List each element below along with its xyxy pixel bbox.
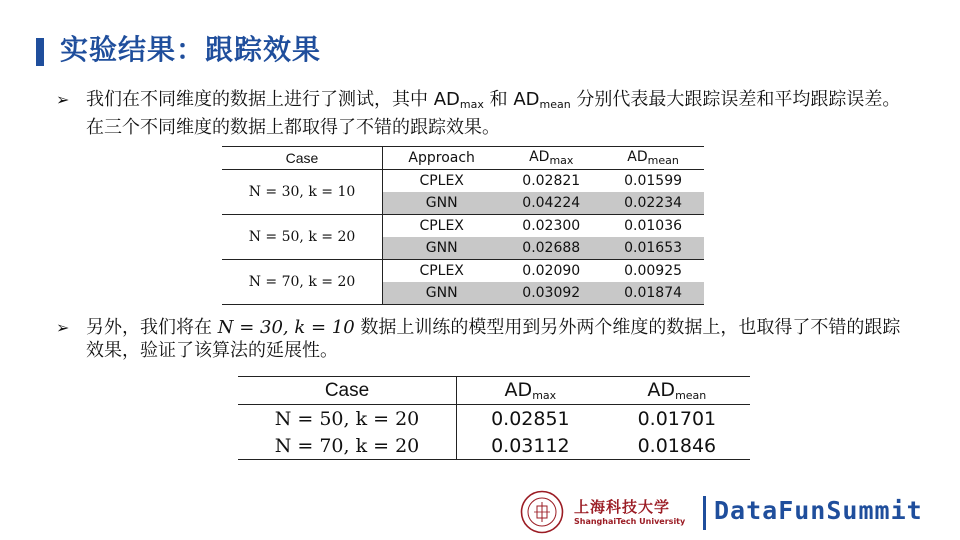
ad-mean-cell: 0.01653 [602,237,704,260]
ad-max-cell: 0.02821 [522,173,581,189]
header-case: Case [222,147,383,170]
case-cell: N = 70, k = 20 [222,260,383,305]
approach-cell: CPLEX [419,263,464,279]
ad-mean-cell: 0.01874 [602,282,704,305]
ad-mean-cell: 0.01599 [624,173,683,189]
ad-max-cell: 0.02688 [500,237,602,260]
approach-cell: GNN [383,282,501,305]
ad-mean-cell: 0.00925 [624,263,683,279]
arrow-bullet-icon: ➢ [56,90,70,109]
case-cell: N = 70, k = 20 [238,432,457,460]
table-row [222,170,704,193]
ad-mean-cell: 0.01701 [637,407,717,430]
generalization-table [238,376,750,460]
ad-mean-cell: 0.02234 [602,192,704,215]
header-approach: Approach [383,147,501,170]
university-seal-icon [520,490,564,534]
footer-divider [703,496,706,530]
ad-max-cell: 0.04224 [500,192,602,215]
table-row [238,405,750,433]
case-cell: N = 50, k = 20 [238,405,457,433]
header-ad-mean: $AD_{mean}$ [604,377,750,405]
ad-mean-cell: 0.01846 [604,432,750,460]
approach-cell: GNN [383,237,501,260]
approach-cell: CPLEX [419,218,464,234]
bullet-2-text: 另外，我们将在 N = 30, k = 10 数据上训练的模型用到另外两个维度的数据上，也取得了不错的跟踪效果，验证了该算法的延展性。 [86,317,901,361]
bullet-2 [56,316,936,362]
arrow-bullet-icon: ➢ [56,318,70,337]
bullet-1-text: 我们在不同维度的数据上进行了测试，其中 $AD_{max}$ 和 $AD_{mean}$ 分别代表最大跟踪误差和平均跟踪误差。在三个不同维度的数据上都取得了不错的跟踪效果。 [86,89,901,138]
approach-cell: GNN [383,192,501,215]
title-accent-bar [36,38,44,66]
table-row [222,215,704,238]
ad-max-cell: 0.02090 [522,263,581,279]
case-cell: N = 30, k = 10 [222,170,383,215]
university-name-cn: 上海科技大学 [574,498,671,516]
ad-max-cell: 0.03092 [500,282,602,305]
header-ad-max: $AD_{max}$ [457,377,604,405]
table-header-row [222,147,704,170]
table-row [238,432,750,460]
university-name-en: ShanghaiTech University [574,517,686,526]
ad-max-cell: 0.03112 [457,432,604,460]
header-case: Case [238,377,457,405]
ad-mean-cell: 0.01036 [624,218,683,234]
approach-cell: CPLEX [419,173,464,189]
ad-max-cell: 0.02851 [491,407,570,430]
ad-max-cell: 0.02300 [522,218,581,234]
table-row [222,260,704,283]
brand-logo: DataFunSummit [714,496,923,525]
header-ad-mean: $AD_{mean}$ [602,147,704,170]
results-table [222,146,704,305]
table-header-row [238,377,750,405]
header-ad-max: $AD_{max}$ [500,147,602,170]
bullet-1 [56,88,936,138]
case-cell: N = 50, k = 20 [222,215,383,260]
page-title: 实验结果：跟踪效果 [60,33,322,66]
